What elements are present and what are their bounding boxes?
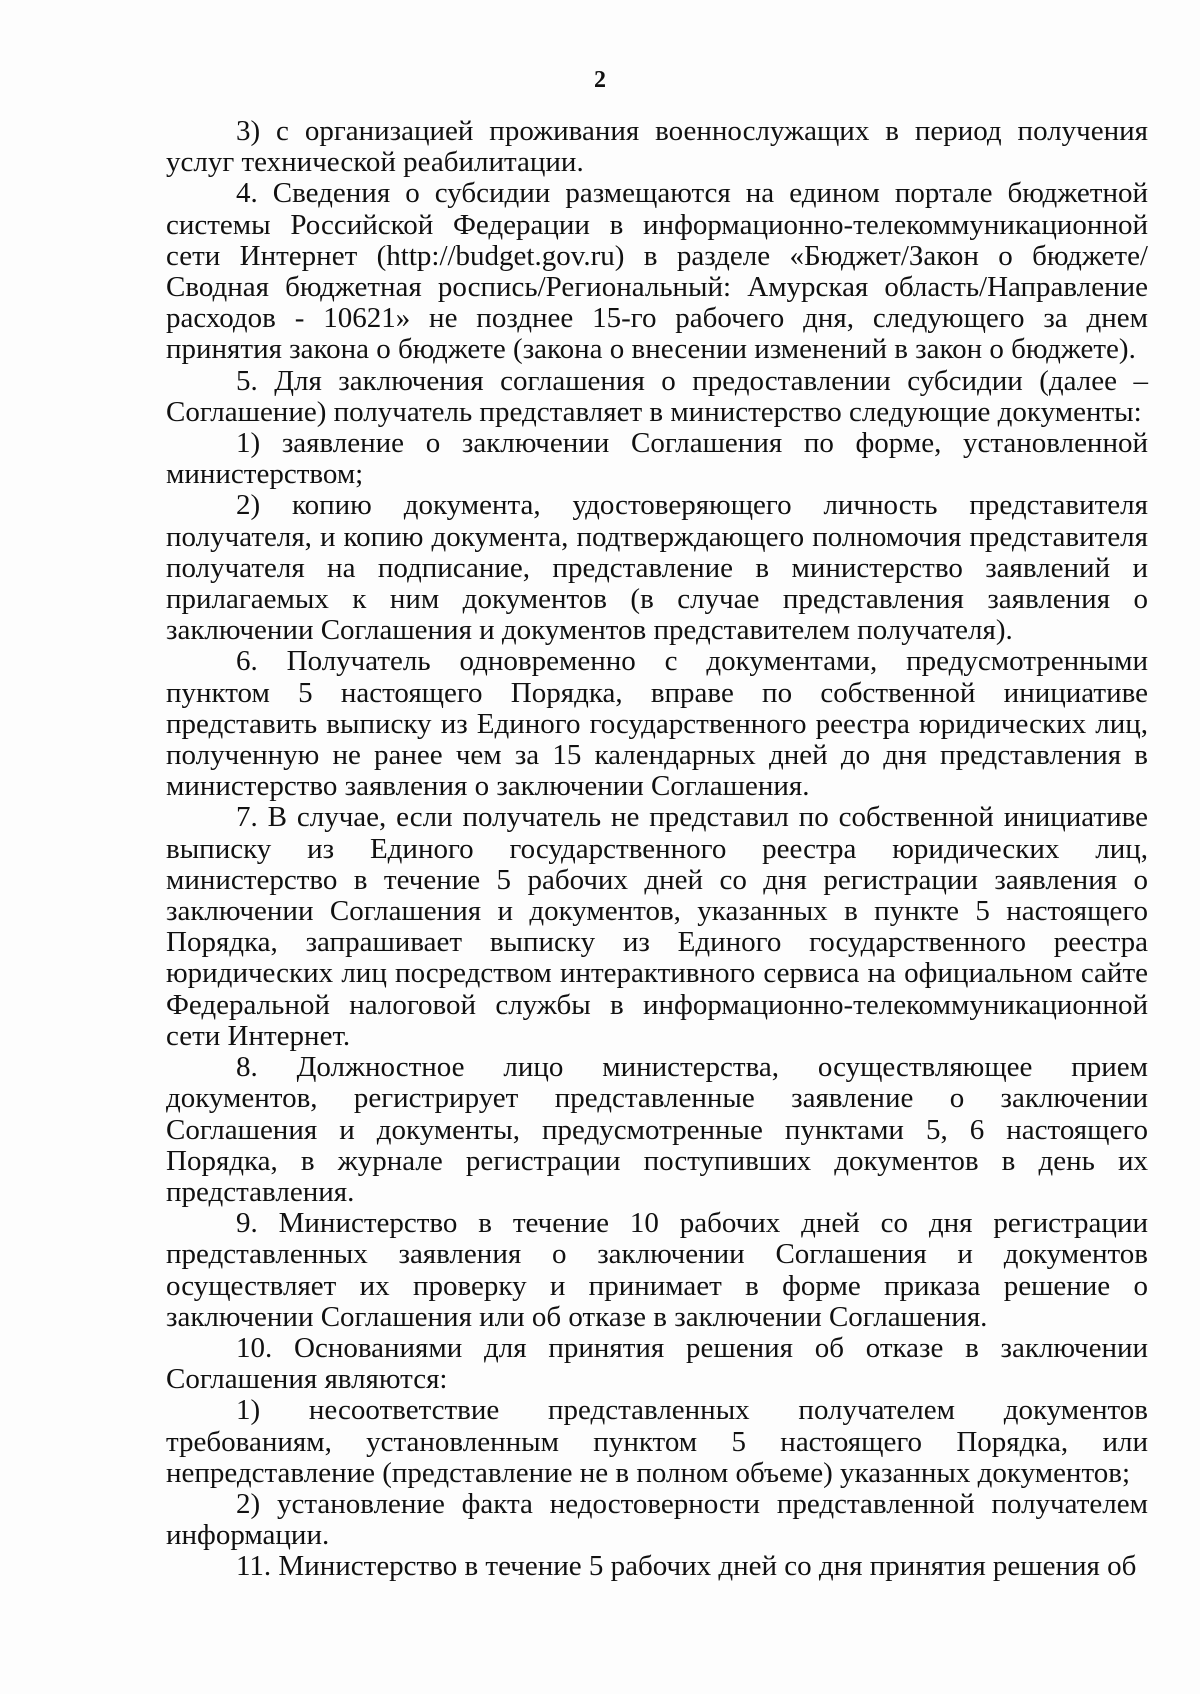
document-body — [166, 116, 1148, 1583]
paragraph-8-registration: 8. Должностное лицо министерства, осуществляющее прием документов, регистрирует представленные заявление о заключении Соглашения и документы, предусмотренные пунктами 5, 6 настоящего Порядка, в журнале регистрации поступивших документов в день их представления. — [166, 1051, 1148, 1208]
paragraph-item-3-housing: 3) с организацией проживания военнослужащих в период получения услуг технической реабилитации. — [166, 115, 1148, 179]
paragraph-6-registry-extract: 6. Получатель одновременно с документами, предусмотренными пунктом 5 настоящего Порядка, вправе по собственной инициативе представить выписку из Единого государственного реестра юридических лиц, полученную не ранее чем за 15 календарных дней до дня представления в министерство заявления о заключении Соглашения. — [166, 645, 1148, 803]
paragraph-4-subsidy-info: 4. Сведения о субсидии размещаются на едином портале бюджетной системы Российской Федерации в информационно-телекоммуникационной сети Интернет (http://budget.gov.ru) в разделе «Бюджет/Закон о бюджете/ Сводная бюджетная роспись/Региональный: Амурская область/Направление расходов - 10621» не позднее 15-го рабочего дня, следующего за днем принятия закона о бюджете (закона о внесении изменений в закон о бюджете). — [166, 177, 1148, 366]
paragraph-5-item-1-application: 1) заявление о заключении Соглашения по форме, установленной министерством; — [166, 427, 1148, 491]
paragraph-5-item-2-identity-copy: 2) копию документа, удостоверяющего личность представителя получателя, и копию документа, подтверждающего полномочия представителя получателя на подписание, представление в министерство заявлений и прилагаемых к ним документов (в случае представления заявления о заключении Соглашения и документов представителем получателя). — [166, 489, 1148, 647]
paragraph-7-ministry-request: 7. В случае, если получатель не представил по собственной инициативе выписку из Единого государственного реестра юридических лиц, министерство в течение 5 рабочих дней со дня регистрации заявления о заключении Соглашения и документов, указанных в пункте 5 настоящего Порядка, запрашивает выписку из Единого государственного реестра юридических лиц посредством интерактивного сервиса на официальном сайте Федеральной налоговой службы в информационно-телекоммуникационной сети Интернет. — [166, 801, 1148, 1052]
paragraph-5-agreement-documents: 5. Для заключения соглашения о предоставлении субсидии (далее – Соглашение) получатель представляет в министерство следующие документы: — [166, 364, 1148, 428]
paragraph-10-refusal-grounds: 10. Основаниями для принятия решения об отказе в заключении Соглашения являются: — [166, 1331, 1148, 1396]
paragraph-11-notification: 11. Министерство в течение 5 рабочих дней со дня принятия решения об — [236, 1550, 1137, 1583]
page-number: 2 — [594, 67, 606, 93]
paragraph-10-item-1-noncompliance: 1) несоответствие представленных получателем документов требованиям, установленным пунктом 5 настоящего Порядка, или непредставление (представление не в полном объеме) указанных документов; — [166, 1394, 1148, 1489]
paragraph-10-item-2-false-info: 2) установление факта недостоверности представленной получателем информации. — [166, 1487, 1148, 1552]
paragraph-9-review-decision: 9. Министерство в течение 10 рабочих дней со дня регистрации представленных заявления о заключении Соглашения и документов осуществляет их проверку и принимает в форме приказа решение о заключении Соглашения или об отказе в заключении Соглашения. — [166, 1207, 1148, 1333]
